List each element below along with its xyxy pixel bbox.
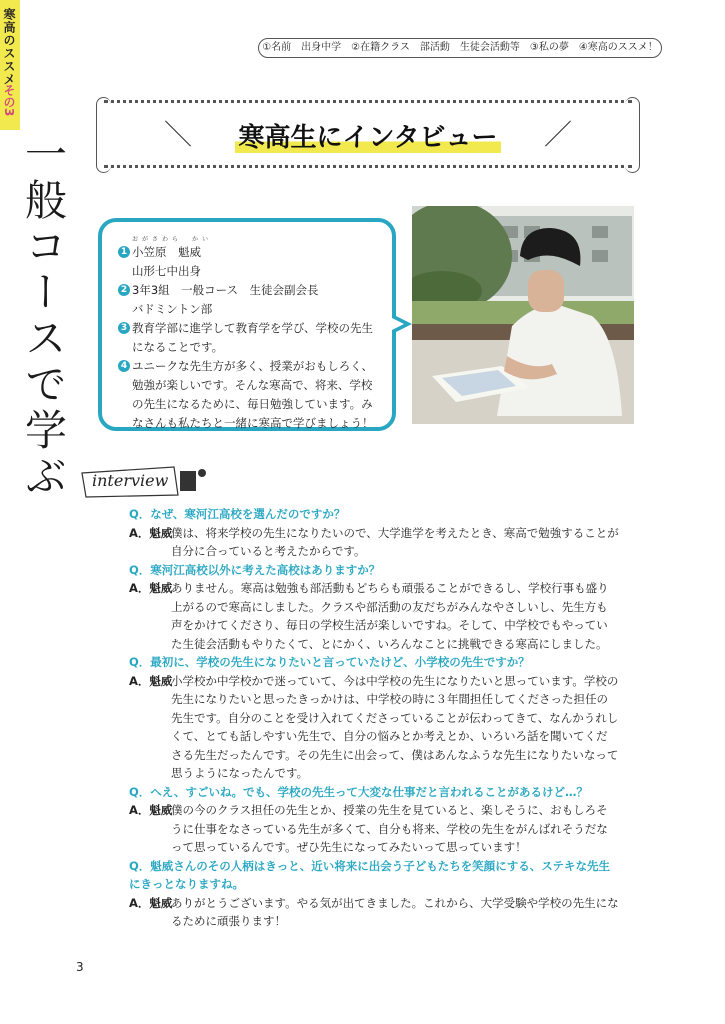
profile-line: [118, 414, 380, 433]
answer: [129, 894, 619, 931]
question: Q．なぜ、寒河江高校を選んだのですか？: [129, 507, 346, 521]
number-badge-icon: 1: [118, 246, 130, 258]
question: Q．魁威さんのその人柄はきっと、近い将来に出会う子どもたちを笑顔にする、ステキな先生にきっとなりますね。: [129, 858, 611, 891]
profile-line: [118, 262, 380, 281]
number-badge-icon: 3: [118, 322, 130, 334]
profile-content: [118, 236, 380, 433]
answer-label: A．魁威: [129, 581, 173, 595]
profile-text: 山形七中出身: [132, 264, 201, 278]
answer-text: ありがとうございます。やる気が出てきました。これから、大学受験や学校の先生になるために頑張ります！: [171, 895, 619, 928]
answer: [129, 579, 619, 653]
profile-line: [118, 395, 380, 414]
page-number: 3: [76, 960, 84, 974]
question: Q．最初に、学校の先生になりたいと言っていたけど、小学校の先生ですか？: [129, 655, 530, 669]
number-badge-icon: 2: [118, 284, 130, 296]
title-box: [104, 100, 632, 168]
question: Q．へえ、すごいね。でも、学校の先生って大変な仕事だと言われることがあるけど…？: [129, 784, 588, 799]
profile-line: [118, 281, 380, 300]
answer-text: 僕の今のクラス担任の先生とか、授業の先生を見ていると、楽しそうに、おもしろそうに仕事をなさっている先生が多くて、自分も将来、学校の先生をがんばれそうだなって思っているんです。ぜひ先生になってみたいって思っています！: [171, 803, 608, 854]
number-badge-icon: 4: [118, 360, 130, 372]
profile-text: ユニークな先生方が多く、授業がおもしろく、: [132, 359, 374, 373]
answer-text: 小学校か中学校かで迷っていて、今は中学校の先生になりたいと思っています。学校の先生になりたいと思ったきっかけは、中学校の時に３年間担任してくださった担任の先生です。自分のことを受け入れてくださっていることが伝わってきて、なんかうれしくて、とても話しやすい先生で、自分の悩みとか考えとか、いろいろ話を聞いてくださる先生だったんです。その先生に出会って、僕はあんなふうな先生になりたいなって思うようになったんです。: [171, 673, 619, 780]
answer: [129, 801, 619, 857]
profile-line: [118, 243, 380, 262]
profile-text: 教育学部に進学して教育学を学び、学校の先生: [132, 321, 374, 335]
answer: [129, 672, 619, 783]
sidebar-label: 寒高のススメ: [2, 8, 16, 86]
slash-left-icon: ＼: [164, 118, 193, 151]
profile-text: になることです。: [132, 340, 224, 354]
answer-label: A．魁威: [129, 895, 173, 910]
profile-text: 小笠原 魁威: [132, 245, 201, 259]
header-tabbar: ①名前 出身中学 ②在籍クラス 部活動 生徒会活動等 ③私の夢 ④寒高のススメ！: [258, 38, 662, 58]
answer-label: A．魁威: [129, 525, 173, 540]
answer: [129, 524, 619, 561]
interview-label: interview: [92, 471, 169, 490]
bubble-tail-inner: [392, 318, 404, 330]
slash-right-icon: ／: [543, 118, 572, 151]
student-photo: [412, 206, 634, 424]
sidebar-sub: その3: [2, 84, 16, 117]
profile-line: [118, 300, 380, 319]
name-ruby: おがさわら かい: [132, 236, 213, 243]
profile-line: [118, 319, 380, 338]
profile-text: 勉強が楽しいです。そんな寒高で、将来、学校: [132, 378, 373, 392]
answer-text: ありません。寒高は勉強も部活動もどちらも頑張ることができるし、学校行事も盛り上がるので寒高にしました。クラスや部活動の友だちがみんなやさしいし、先生方も声をかけてくださり、毎日の学校生活が楽しいですね。そして、中学校でもやっていた生徒会活動もやりたくて、とにかく、いろんなことに挑戦できる寒高にしました。: [171, 581, 609, 651]
profile-text: バドミントン部: [132, 302, 213, 316]
profile-text: の先生になるために、毎日勉強しています。み: [132, 397, 373, 411]
profile-text: 3年3組 一般コース 生徒会副会長: [132, 283, 319, 297]
question: Q．寒河江高校以外に考えた高校はありますか？: [129, 562, 381, 577]
answer-label: A．魁威: [129, 803, 173, 817]
profile-bubble: [98, 218, 396, 431]
sidebar-tag: [0, 0, 20, 130]
profile-line: [118, 357, 380, 376]
answer-label: A．魁威: [129, 673, 173, 688]
page-title: 寒高生にインタビュー: [104, 117, 632, 154]
profile-text: なさんも私たちと一緒に寒高で学びましょう！: [132, 416, 374, 430]
answer-text: 僕は、将来学校の先生になりたいので、大学進学を考えたとき、寒高で勉強することが自分に合っていると考えたからです。: [171, 525, 619, 558]
qa-section: [129, 505, 619, 931]
interview-badge: [78, 465, 208, 499]
side-title: 一般コースで学ぶ: [19, 132, 68, 500]
profile-line: [118, 338, 380, 357]
profile-line: [118, 376, 380, 395]
